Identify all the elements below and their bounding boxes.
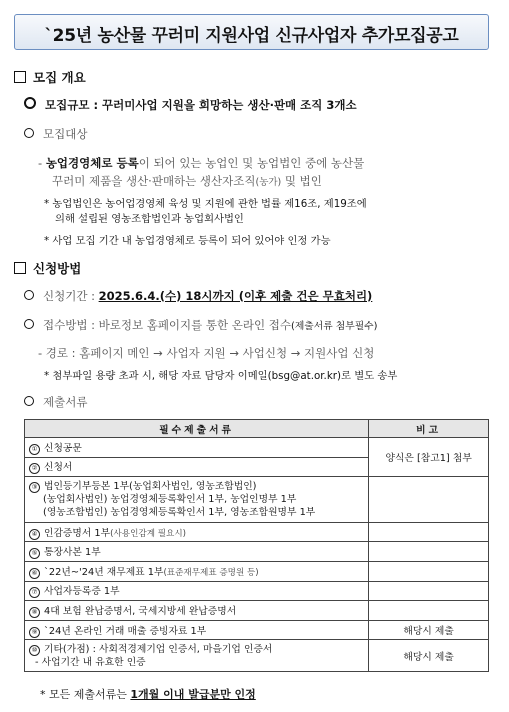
section-overview-heading: 모집 개요 — [14, 68, 86, 86]
bullet-circle-icon — [24, 128, 34, 138]
table-row: ⑥ `22년~'24년 재무제표 1부(표준재무제표 증명원 등) — [25, 562, 489, 582]
table-row: ② 신청서 — [25, 457, 489, 477]
apply-method: 접수방법 : 바로정보 홈페이지를 통한 온라인 접수(제출서류 첨부필수) — [24, 317, 377, 333]
table-row: ⑩ 기타(가점) : 사회적경제기업 인증서, 마을기업 인증서 - 사업기간 내 유효한 인증 해당시 제출 — [25, 640, 489, 672]
header-required-docs: 필수제출서류 — [25, 420, 369, 438]
table-row: ⑦ 사업자등록증 1부 — [25, 581, 489, 601]
section-apply-heading: 신청방법 — [14, 259, 81, 277]
required-documents-table — [24, 419, 489, 672]
page-title: `25년 농산물 꾸러미 지원사업 신규사업자 추가모집공고 — [44, 26, 459, 46]
table-row: ⑨ `24년 온라인 거래 매출 증빙자료 1부 해당시 제출 — [25, 620, 489, 640]
apply-route: - 경로 : 홈페이지 메인 → 사업자 지원 → 사업신청 → 지원사업 신청 — [38, 346, 375, 360]
recruit-target-desc: - 농업경영체로 등록이 되어 있는 농업인 및 농업법인 중에 농산물 — [38, 156, 365, 170]
title-banner — [14, 14, 489, 50]
table-row: ④ 인감증명서 1부(사용인감계 필요시) — [25, 522, 489, 542]
table-row: ③ 법인등기부등본 1부(농업회사법인, 영농조합법인) (농업회사법인) 농업경영체등록확인서 1부, 농업인명부 1부 (영농조합법인) 농업경영체등록확인서 1부, 영농조합원명부 1부 — [25, 477, 489, 523]
recruit-target-label: 모집대상 — [24, 126, 87, 142]
table-row: ① 신청공문 양식은 [참고1] 첨부 — [25, 438, 489, 458]
bullet-circle-icon — [24, 290, 34, 300]
table-row: ⑧ 4대 보험 완납증명서, 국세지방세 완납증명서 — [25, 601, 489, 621]
header-remarks: 비고 — [369, 420, 489, 438]
checkbox-square-icon — [14, 262, 26, 274]
table-header-row — [25, 420, 489, 438]
attachment-note: * 첨부파일 용량 초과 시, 해당 자료 담당자 이메일(bsg@at.or.kr)로 별도 송부 — [44, 370, 398, 382]
bullet-circle-icon — [24, 319, 34, 329]
footer-note: * 모든 제출서류는 1개월 이내 발급분만 인정 — [40, 688, 256, 701]
bullet-circle-icon — [24, 97, 36, 109]
bullet-circle-icon — [24, 396, 34, 406]
docs-label: 제출서류 — [24, 394, 87, 410]
apply-period: 신청기간 : 2025.6.4.(수) 18시까지 (이후 제출 건은 무효처리) — [24, 288, 372, 304]
note-farm-corp-1: * 농업법인은 농어업경영체 육성 및 지원에 관한 법률 제16조, 제19조에 — [44, 198, 367, 210]
note-registration: * 사업 모집 기간 내 농업경영체로 등록이 되어 있어야 인정 가능 — [44, 235, 331, 247]
recruit-target-desc-2: 꾸러미 제품을 생산·판매하는 생산자조직(농가) 및 법인 — [52, 174, 322, 188]
table-row: ⑤ 통장사본 1부 — [25, 542, 489, 562]
note-farm-corp-2: 의해 설립된 영농조합법인과 농업회사법인 — [55, 213, 244, 225]
checkbox-square-icon — [14, 71, 26, 83]
recruit-scale: 모집규모 : 꾸러미사업 지원을 희망하는 생산·판매 조직 3개소 — [24, 97, 357, 113]
